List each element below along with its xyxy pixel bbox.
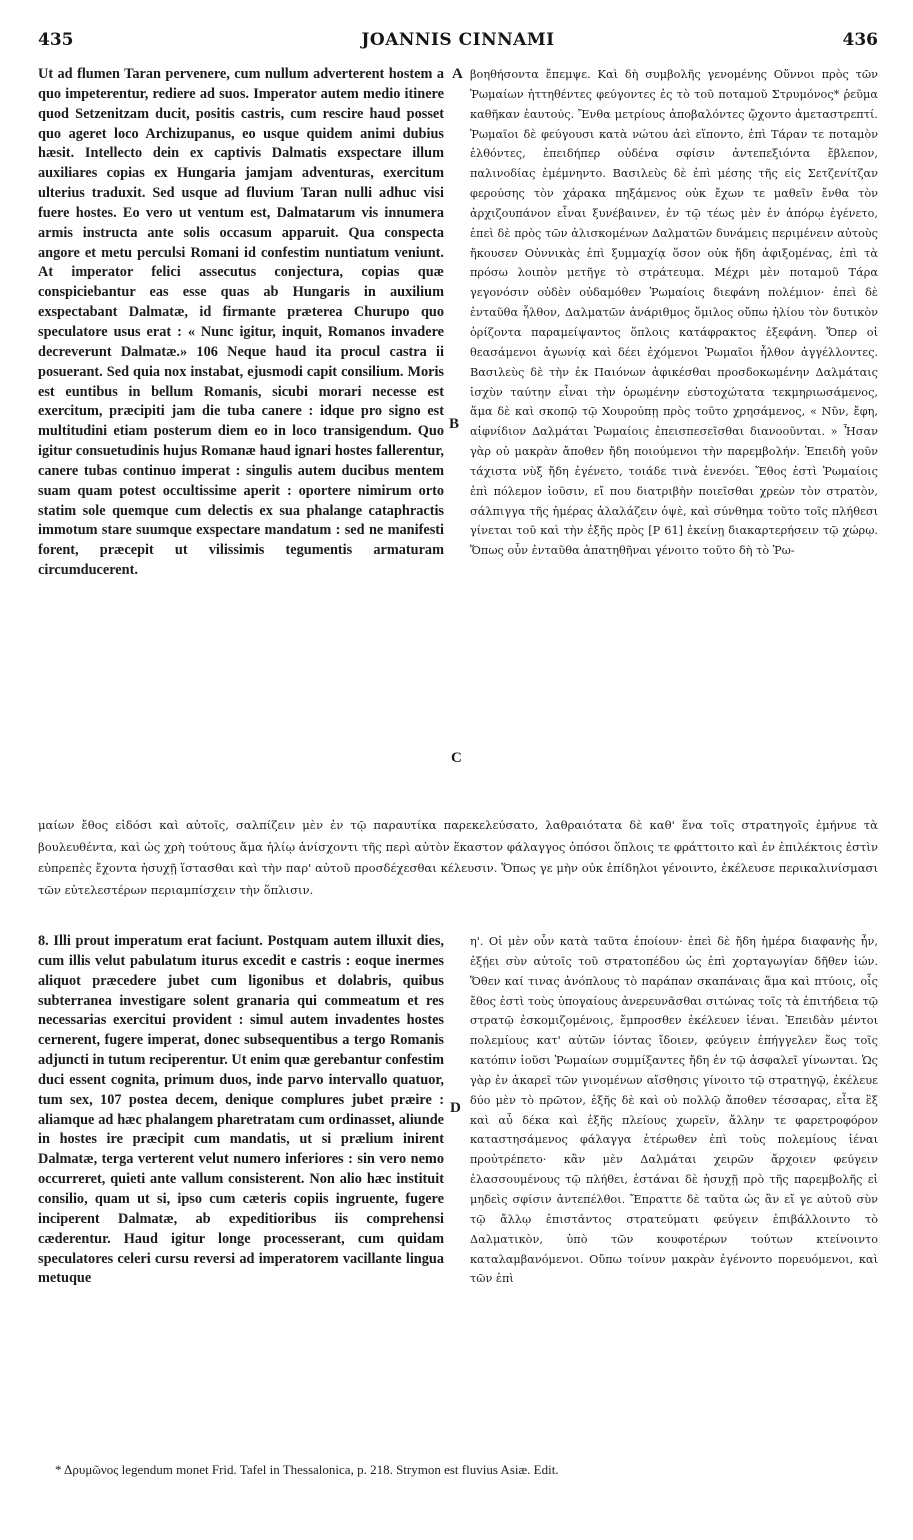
latin-column-bottom bbox=[38, 932, 444, 1289]
margin-letter-d: D bbox=[450, 1100, 461, 1116]
running-header bbox=[38, 30, 878, 54]
page-number-left: 435 bbox=[38, 30, 74, 50]
margin-letter-b: B bbox=[449, 416, 460, 432]
greek-column-top bbox=[470, 65, 878, 561]
greek-paragraph-bottom: η'. Οἱ μὲν οὖν κατὰ ταῦτα ἐποίουν· ἐπεὶ δὲ ἤδη ἡμέρα διαφανὴς ἦν, ἐξῄει σὺν αὐτοῖς τοῦ στρατοπέδου ὡς ἐπὶ χορταγωγίαν δῆθεν ἰών. Ὅθεν καί τινας ἀνόπλους τὸ παράπαν σκαπάναις ἅμα καὶ πτύοις, οἷς ἔθος ἐστὶ τοὺς ὑπογαίους ἀνερευνᾶσθαι σιτώνας τοῖς τὰ ἐπιτήδεια τῷ στρατῷ ἐσκομιζομένοις, ἔμπροσθεν ἐκέλευεν ἰέναι. Ἐπειδὰν μέντοι πολεμίους κατ' αὐτῶν ἰόντας ἴδοιεν, φεύγειν ἐπήγγελεν ἕως τοῖς κατόπιν ἰοῦσι Ῥωμαίων συμμίξαντες ἤδη ἐν τῷ ἀσφαλεῖ γίνωνται. Ὡς γὰρ ἐν ἀκαρεῖ τῶν γινομένων αἴσθησις γίνοιτο τῷ στρατηγῷ, ἐκέλευε δύο μὲν τὸ πρῶτον, ἑξῆς δὲ καὶ οὐ πολλῷ ἄποθεν τέσσαρας, εἶτα ἓξ καὶ αὖ δέκα καὶ ἑξῆς πλείους χωρεῖν, ἄλλην τε φαρετροφόρον καταστησάμενος φάλαγγα ἑτέρωθεν ἐπὶ τοὺς πολεμίους ἰέναι προὐτρέπετο· κἂν μὲν Δαλμάται χειρῶν ἄρχοιεν φεύγειν ἐλασσουμένους τῷ πλήθει, ἑστάναι δὲ ἡσυχῇ πρὸ τῆς παρεμβολῆς εἰ μηδεὶς σφίσιν ἀντεπέλθοι. Ἔπραττε δὲ ταῦτα ὡς ἂν εἴ γε αὐτοῦ σὺν τῷ ἄλλῳ ἐπιστάντος στρατεύματι φεύγειν ἐπιβάλλοιντο τὸ Δαλματικὸν, ὑπὸ τῶν κουφοτέρων τούτων κτείνοιντο καταλαμβανόμενοι. Οὔπω τοίνυν μακρὰν ἐγένοντο πορευόμενοι, καὶ τῶν ἐπὶ bbox=[470, 935, 878, 1286]
margin-letter-c: C bbox=[451, 750, 462, 766]
greek-column-bottom bbox=[470, 932, 878, 1289]
greek-paragraph-top: βοηθήσοντα ἔπεμψε. Καὶ δὴ συμβολῆς γενομένης Οὔννοι πρὸς τῶν Ῥωμαίων ἡττηθέντες φεύγοντες ἐς τὸ τοῦ ποταμοῦ Στρυμόνος* ῥεῦμα καθῆκαν ἑαυτούς. Ἔνθα μετρίους ἀποβαλόντες ᾤχοντο ἀμεταστρεπτί. Ῥωμαῖοι δὲ φεύγουσι κατὰ νώτου ἀεὶ εἵποντο, ἐπὶ Τάραν τε ποταμὸν ἐλθόντες, ἐπειδήπερ οὐδένα σφίσιν ἀντεπεξιόντα ἔβλεπον, παλινοδίας ἐμέμνηντο. Βασιλεὺς δὲ ἐπὶ μέσης τῆς εἰς Σετζενίτζαν φερούσης τὸν χάρακα πηξάμενος οὐκ ἔχων τε μαθεῖν ἔνθα τὸν ἀρχιζουπάνον εἶναι ξυνέβαινεν, ἐν τῷ τέως μὲν ἐν ἀπόρῳ ἐγένετο, ἐπεὶ δὲ πρὸς τῶν ἁλισκομένων Δαλματῶν δυνάμεις περιμένειν αὐτοὺς ἤκουσεν Οὐννικὰς ἐπὶ ξυμμαχίᾳ ὅσον οὐκ ἤδη ἀφιξομένας, ἐπὶ τὰ πρόσω λοιπὸν μετῆγε τὸ στράτευμα. Μέχρι μὲν ποταμοῦ Τάρα γεγονόσιν οὐδὲν οὐδαμόθεν Ῥωμαίοις διεφάνη πολέμιον· ἐπεὶ δὲ ἐνταῦθα ἦλθον, Δαλματῶν ἀνάριθμος ὅμιλος οὔπω ἡλίου τὸν δυτικὸν ὁρίζοντα παραμείψαντος ὅπλοις κατάφρακτος ἐξεφάνη. Ὅπερ οἱ θεασάμενοι ἀγωνίᾳ καὶ δέει ἐχόμενοι Ῥωμαῖοι ἦλθον ἀγγέλλοντες. Βασιλεὺς δὲ τὴν ἐκ Παιόνων ἀφικέσθαι προσδοκωμένην Δαλμάταις ἰσχὺν ταύτην εἶναι τὴν ὁρωμένην εὐστοχώτατα τεκμηριωσάμενος, ἅμα δὲ καὶ σκοπῷ τῷ Χουρούπῃ πρὸς τοῦτο χρησάμενος, « Νῦν, ἔφη, αἰφνίδιον Δαλμάται Ῥωμαίοις ἐπεισπεσεῖσθαι διανοοῦνται. » Ἦσαν γὰρ οὐ μακρὰν ἄποθεν ἤδη ποιούμενοι τὴν παρεμβολήν. Ἐπειδὴ γοῦν τάχιστα νὺξ ἤδη ἐγένετο, τοιάδε τινὰ ἐνενόει. Ἔθος ἐστὶ Ῥωμαίοις ἐπὶ πόλεμον ἰοῦσιν, εἴ που διατριβὴν ποιεῖσθαι χρεὼν τὸν στρατὸν, σάλπιγγα τῆς ἡμέρας ἀλαλάζειν ὀψὲ, καὶ σύνθημα τοῦτο τοῖς πλήθεσι γίνεται τοῦ καὶ τὴν ἐξῆς πρὸς [P 61] ἐκείνῃ διακαρτερήσειν τῷ χώρῳ. Ὅπως οὖν ἐνταῦθα ἀπατηθῆναι γένοιτο τοῦτο δὴ τὸ Ῥω- bbox=[470, 68, 878, 558]
greek-full-width-block bbox=[38, 815, 878, 902]
latin-column-top bbox=[38, 65, 444, 581]
margin-letter-a: A bbox=[452, 66, 463, 82]
latin-paragraph-top: Ut ad flumen Taran pervenere, cum nullum adverterent hostem a quo impeterentur, rediere ad suos. Imperator autem medio itinere quod Setzenitzam ducit, positis castris, cum rescire haud posset quo ageret loco Archizupanus, eo usque quidem animi dubius hæsit. Intellecto dein ex captivis Dalmatis exspectare illum auxiliares copias ex Hungaria jamjam adventuras, exercitum ulterius traduxit. Sed usque ad fluvium Taran nulli adhuc visi fuere hostes. Eo vero ut ventum est, Dalmatarum vis innumera armis instructa ante solis occasum apparuit. Qua conspecta angore et metu perculsi Romani id confestim nuntiatum veniunt. At imperator felici assecutus conjectura, copias quæ conspiciebantur eas esse quas ab Hungaris in auxilium exspectabant Dalmatæ, id firmante præterea Churupo quo speculatore usus erat : « Nunc igitur, inquit, Romanos invadere decreverunt Dalmatæ.» 106 Neque haud ita procul castra ii posuerant. Sed quia nox instabat, ejusmodi capit consilium. Moris est euntibus in bellum Romanis, sicubi morari necesse est exercitum, præcipiti jam die tuba canere : idque pro signo est multitudini etiam posterum diem eo in loco transigendum. Quo igitur consuetudinis hujus Romanæ haud ignari hostes fallerentur, canere tubas continuo imperat : singulis autem ducibus mentem suam quam potest occultissime aperit : oportere nimirum orto statim sole quemque cum delectis ex sua phalange cataphractis immotum stare suumque exspectare mandatum : sed ne manifesti forent, præcepit ut vilissimis tegumentis armaturam circumducerent. bbox=[38, 66, 444, 579]
page-number-right: 436 bbox=[842, 30, 878, 50]
greek-full-width-paragraph: μαίων ἔθος εἰδόσι καὶ αὐτοῖς, σαλπίζειν μὲν ἐν τῷ παραυτίκα παρεκελεύσατο, λαθραιότατα δὲ καθ' ἕνα τοῖς στρατηγοῖς ἐμήνυε τὰ βουλευθέντα, καὶ ὡς χρὴ τούτους ἅμα ἡλίῳ ἀνίσχοντι τῆς περὶ αὐτὸν ἕκαστον φάλαγγος ὁπόσοι ὅπλοις τε φράττοιτο καὶ ἐν ἐπιλέκτοις ἐστὶν εὐπρεπὲς ἔχοντα ἡσυχῇ ἵστασθαι καὶ τὴν παρ' αὐτοῦ προσδέχεσθαι κέλευσιν. Ὅπως γε μὴν οὐκ ἐπίδηλοι γένοιντο, ἐκέλευσε περικαλινίσμασι τῶν εὐτελεστέρων περιαμπίσχειν τὴν ὅπλισιν. bbox=[38, 818, 878, 898]
running-title: JOANNIS CINNAMI bbox=[361, 30, 555, 50]
latin-paragraph-bottom: 8. Illi prout imperatum erat faciunt. Postquam autem illuxit dies, cum illis velut pabulatum iturus excedit e castris : eoque inermes aliquot præcedere jubet cum ligonibus et dolabris, quibus subterranea investigare solent granaria qui commeatum et res necessarias exercitui provident : simul autem invadentes hostes cernerent, fugere imperat, donec subsequentibus a tergo Romanis adjuncti in tutum reciperentur. Ut enim quæ gerebantur confestim duci essent cognita, primum duos, inde parvo intervallo quatuor, tum sex, 107 postea decem, denique complures jubet præire : aliamque ad hæc phalangem pharetratam cum ordinasset, aliunde in hostes ire præcipit cum mandatis, ut si prælium inirent Dalmatæ, terga verterent velut numero inferiores : sin vero nemo occurreret, quieti ante vallum consisterent. Non alio hæc instituit consilio, quam ut si, ipso cum cæteris copiis ingruente, fugere inciperent Dalmatæ, ab expeditioribus iis comprehensi cæderentur. Haud igitur longe processerant, cum quidam speculatores celeri cursu reversi ad imperatorem vacillante lingua metuque bbox=[38, 933, 444, 1287]
footnote: * Δρυμῶνος legendum monet Frid. Tafel in Thessalonica, p. 218. Strymon est fluvius Asiæ. Edit. bbox=[55, 1462, 559, 1477]
